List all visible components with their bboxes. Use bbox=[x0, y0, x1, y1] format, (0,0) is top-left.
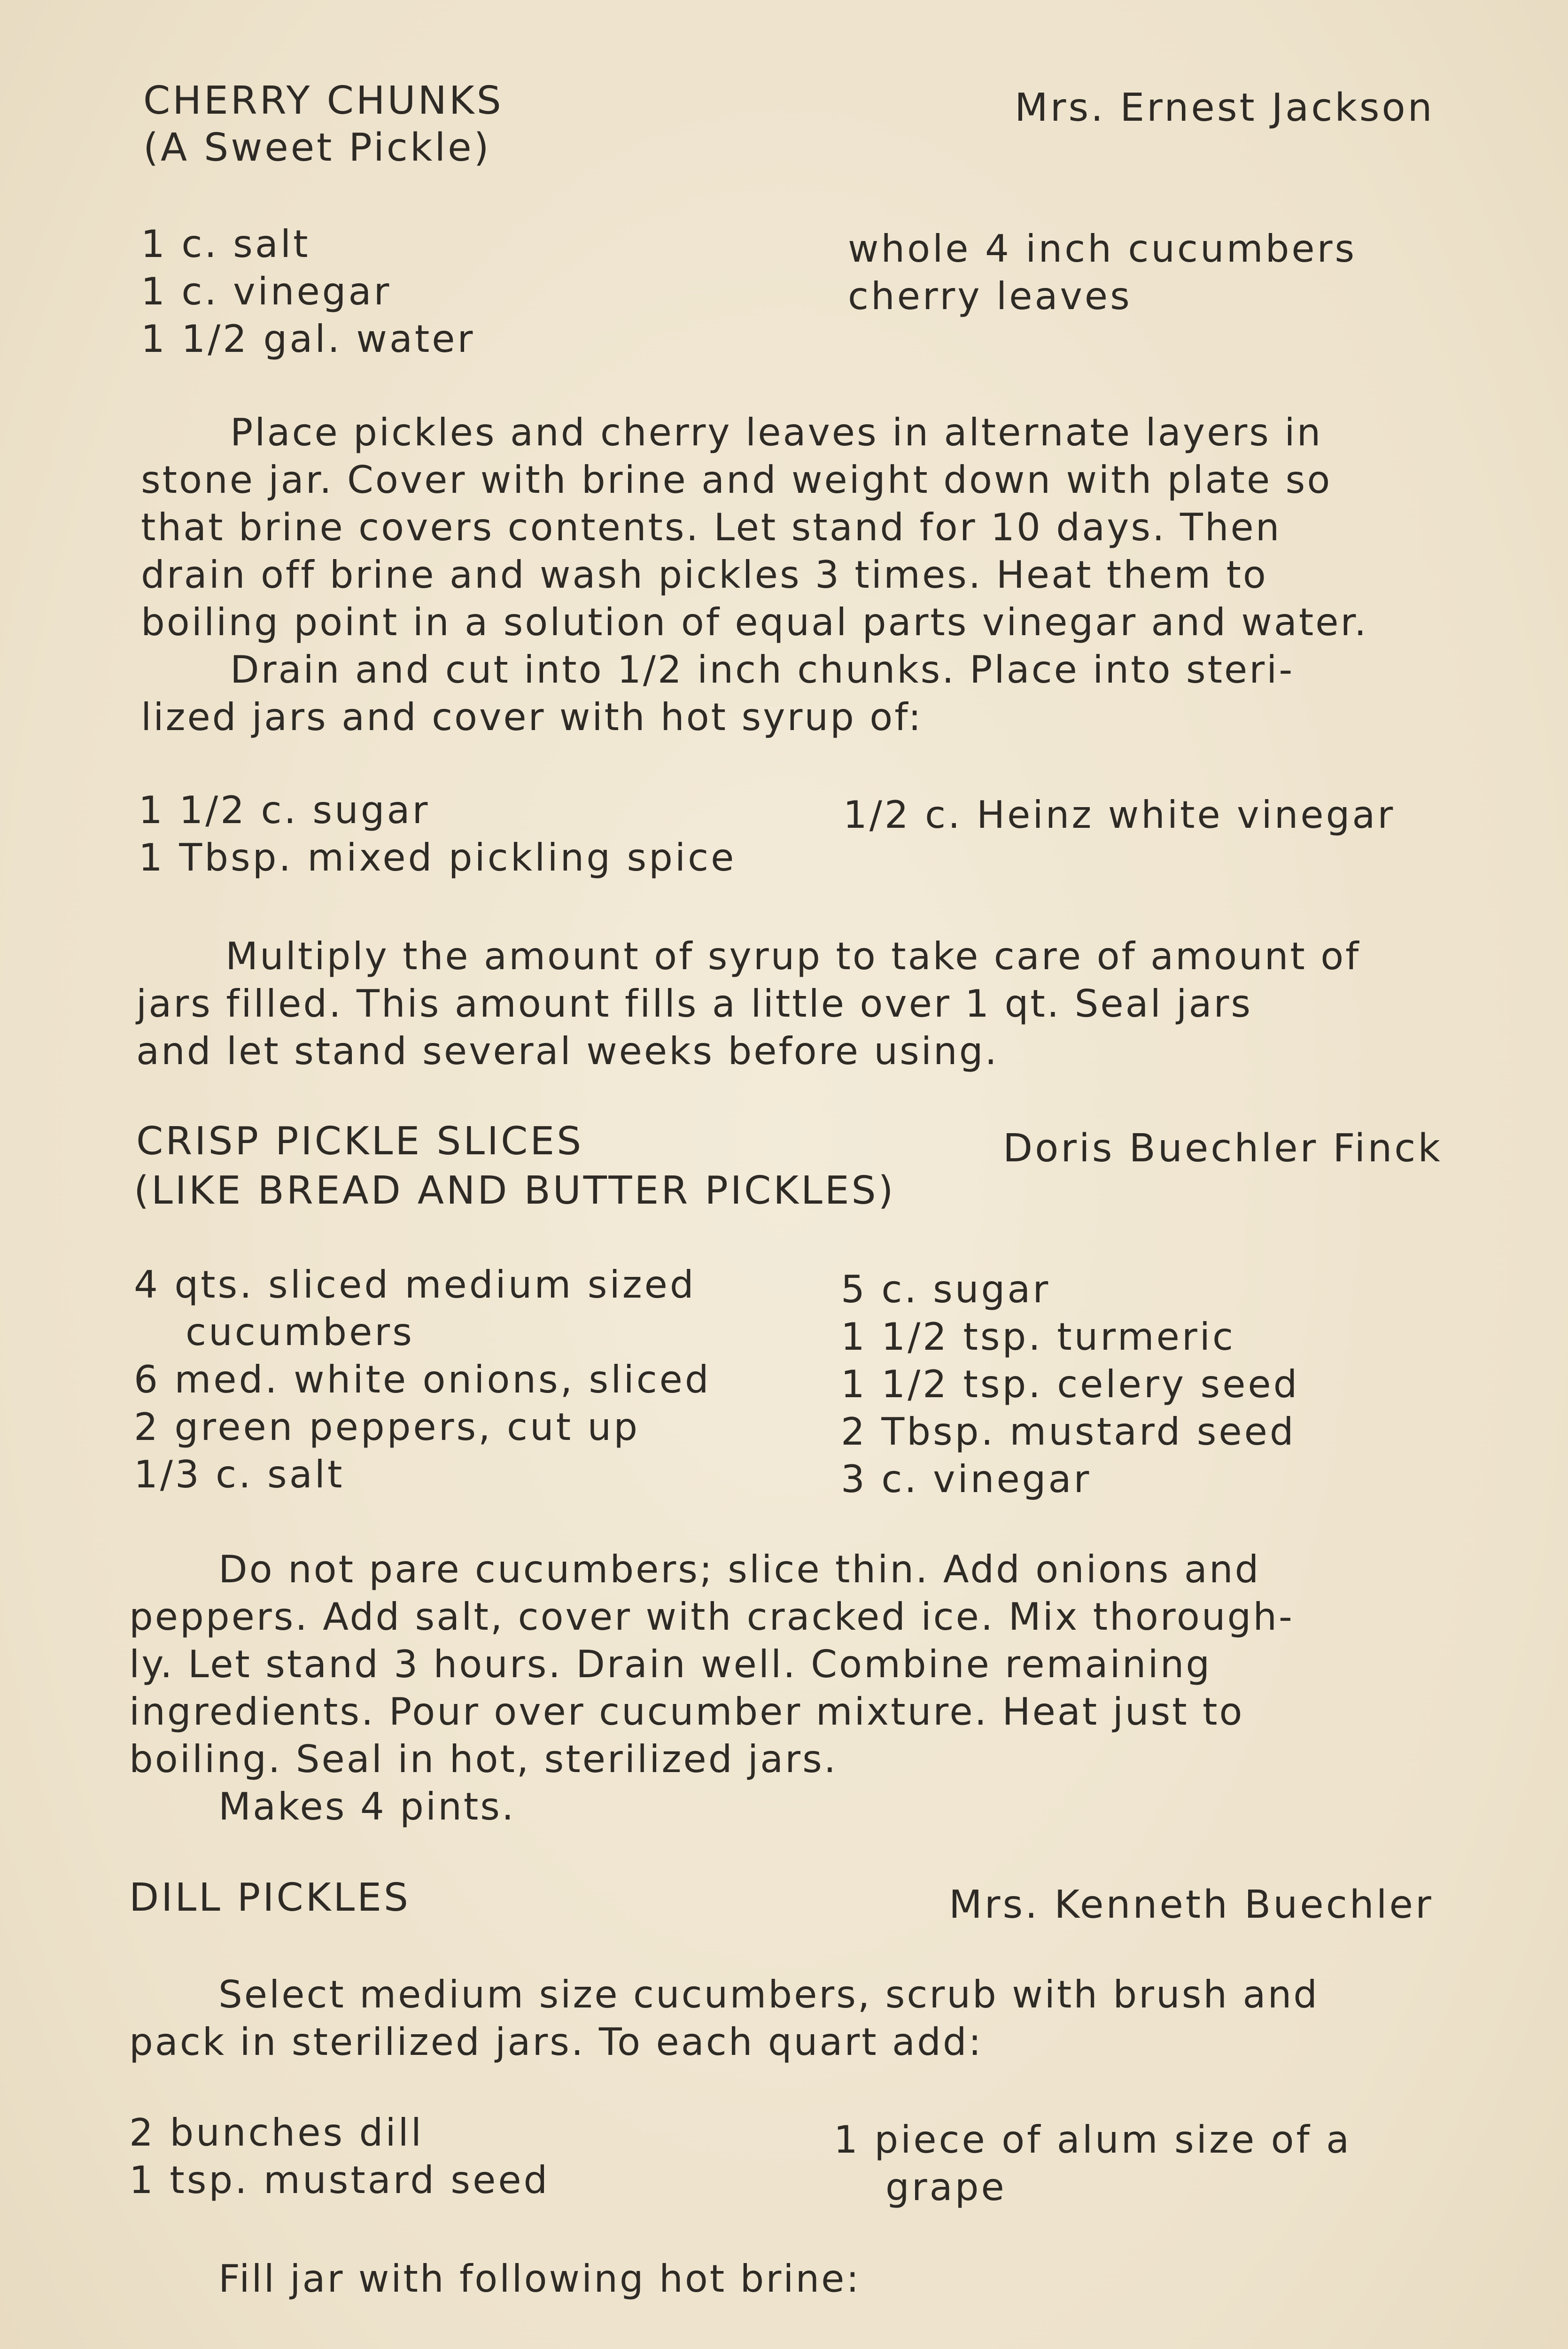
direction-line: Fill jar with following hot brine: bbox=[218, 2257, 861, 2301]
ingredient: cherry leaves bbox=[848, 274, 1132, 318]
ingredient-list-right bbox=[834, 2116, 1351, 2211]
ingredient: 1/2 c. Heinz white vinegar bbox=[843, 793, 1396, 837]
directions-paragraph bbox=[129, 1971, 1529, 2066]
direction-line: Place pickles and cherry leaves in alternate layers in bbox=[230, 411, 1323, 454]
ingredient-list-right bbox=[841, 1266, 1299, 1503]
direction-line: Select medium size cucumbers, scrub with brush and bbox=[218, 1973, 1320, 2016]
ingredient: 2 green peppers, cut up bbox=[134, 1405, 640, 1449]
direction-line: pack in sterilized jars. To each quart add: bbox=[129, 2020, 983, 2064]
ingredient: 1/3 c. salt bbox=[134, 1453, 345, 1496]
recipe-subtitle: (A Sweet Pickle) bbox=[143, 125, 491, 170]
ingredient: 1 tsp. mustard seed bbox=[129, 2158, 550, 2202]
ingredient: 1 1/2 gal. water bbox=[141, 317, 475, 361]
ingredient: grape bbox=[885, 2165, 1007, 2209]
ingredient: 1 1/2 c. sugar bbox=[139, 788, 430, 832]
direction-line: lized jars and cover with hot syrup of: bbox=[141, 695, 923, 739]
direction-line: Do not pare cucumbers; slice thin. Add onions and bbox=[218, 1548, 1261, 1591]
direction-line: boiling point in a solution of equal parts vinegar and water. bbox=[141, 600, 1368, 644]
ingredient: cucumbers bbox=[186, 1310, 414, 1354]
syrup-list-right bbox=[843, 792, 1395, 839]
ingredient: 4 qts. sliced medium sized bbox=[134, 1263, 696, 1307]
ingredient: 1 1/2 tsp. celery seed bbox=[841, 1362, 1300, 1406]
ingredient: 6 med. white onions, sliced bbox=[134, 1358, 711, 1401]
direction-line: stone jar. Cover with brine and weight down with plate so bbox=[141, 458, 1332, 502]
direction-line: Makes 4 pints. bbox=[218, 1785, 516, 1828]
directions-paragraph bbox=[136, 933, 1536, 1075]
ingredient: whole 4 inch cucumbers bbox=[848, 227, 1357, 271]
direction-line: boiling. Seal in hot, sterilized jars. bbox=[129, 1737, 838, 1781]
direction-line: ingredients. Pour over cucumber mixture. Heat just to bbox=[129, 1690, 1244, 1734]
direction-line: that brine covers contents. Let stand for 10 days. Then bbox=[141, 506, 1281, 549]
directions-paragraph bbox=[129, 2255, 1529, 2302]
direction-line: jars filled. This amount fills a little over 1 qt. Seal jars bbox=[136, 982, 1253, 1026]
ingredient: 1 c. salt bbox=[141, 222, 310, 266]
ingredient: 1 c. vinegar bbox=[141, 270, 392, 313]
ingredient: 1 1/2 tsp. turmeric bbox=[841, 1315, 1235, 1359]
ingredient: 1 Tbsp. mixed pickling spice bbox=[139, 836, 737, 879]
direction-line: ly. Let stand 3 hours. Drain well. Combine remaining bbox=[129, 1642, 1212, 1686]
ingredient-list-right bbox=[848, 226, 1357, 320]
ingredient-list-left bbox=[129, 2109, 550, 2204]
direction-line: Drain and cut into 1/2 inch chunks. Place into steri- bbox=[230, 648, 1295, 692]
recipe-title: CRISP PICKLE SLICES bbox=[136, 1119, 584, 1164]
recipe-author: Mrs. Kenneth Buechler bbox=[949, 1882, 1434, 1927]
direction-line: drain off brine and wash pickles 3 times. Heat them to bbox=[141, 553, 1268, 597]
recipe-author: Doris Buechler Finck bbox=[1003, 1126, 1443, 1171]
directions-paragraph bbox=[141, 409, 1541, 741]
ingredient: 3 c. vinegar bbox=[841, 1457, 1092, 1501]
recipe-subtitle: (LIKE BREAD AND BUTTER PICKLES) bbox=[134, 1168, 896, 1213]
direction-line: and let stand several weeks before using. bbox=[136, 1029, 999, 1073]
direction-line: Multiply the amount of syrup to take care of amount of bbox=[225, 934, 1361, 978]
syrup-list-left bbox=[139, 787, 736, 882]
ingredient: 2 bunches dill bbox=[129, 2111, 424, 2155]
ingredient: 5 c. sugar bbox=[841, 1268, 1051, 1311]
ingredient: 1 piece of alum size of a bbox=[834, 2118, 1352, 2162]
directions-paragraph bbox=[129, 1546, 1529, 1830]
ingredient: 2 Tbsp. mustard seed bbox=[841, 1410, 1296, 1454]
direction-line: peppers. Add salt, cover with cracked ice. Mix thorough- bbox=[129, 1595, 1294, 1639]
recipe-title: CHERRY CHUNKS bbox=[143, 78, 504, 123]
recipe-title: DILL PICKLES bbox=[129, 1875, 411, 1920]
ingredient-list-left bbox=[141, 221, 475, 363]
recipe-author: Mrs. Ernest Jackson bbox=[1015, 86, 1435, 130]
ingredient-list-left bbox=[134, 1261, 711, 1499]
